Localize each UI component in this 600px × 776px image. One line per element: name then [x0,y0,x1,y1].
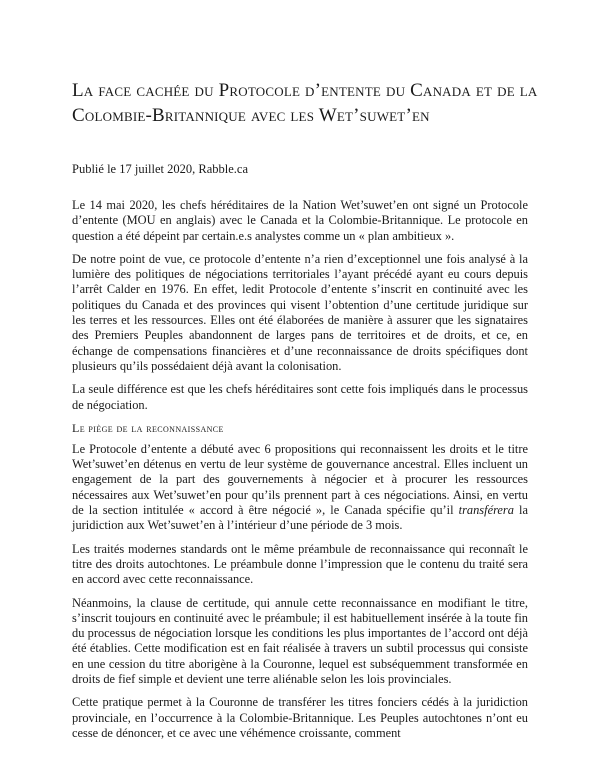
paragraph-text: la juridiction aux Wet’suwet’en à l’intérieur d’une période de 3 mois. [72,503,528,533]
paragraph [72,442,528,534]
paragraph: Néanmoins, la clause de certitude, qui annule cette reconnaissance en modifiant le titre, s’inscrit toujours en continuité avec le préambule; il est habituellement insérée à la toute fin du processus de négociation lorsque les conditions les plus importantes de l’accord ont déjà été établies. Cette modification est en fait réalisée à travers un subtil processus qui consiste en une cession du titre aborigène à la Couronne, lequel est subséquemment transformée en droits de fief simple et devient une terre aliénable selon les lois provinciales. [72,595,528,687]
section-heading: Le piège de la reconnaissance [72,420,224,435]
paragraph: Le 14 mai 2020, les chefs héréditaires de la Nation Wet’suwet’en ont signé un Protocole d’entente (MOU en anglais) avec le Canada et la Colombie-Britannique. Le protocole en question a été dépeint par certain.e.s analystes comme un « plan ambitieux ». [72,198,528,243]
paragraph: Les traités modernes standards ont le même préambule de reconnaissance qui reconnaît le titre des droits autochtones. Le préambule donne l’impression que le contenu du traité sera en accord avec cette reconnaissance. [72,541,528,587]
emphasis-text: transférera [458,503,514,518]
paragraph: De notre point de vue, ce protocole d’entente n’a rien d’exceptionnel une fois analysé à la lumière des politiques de négociations territoriales l’ayant précédé ayant eu cours depuis l’arrêt Calder en 1976. En effet, ledit Protocole d’entente s’inscrit en continuité avec les politiques du Canada et des provinces qui visent l’obtention d’une certitude juridique sur les terres et les ressources. Elles ont été élaborées de manière à assurer que les signataires des Premiers Peuples abandonnent de larges pans de territoires et de droits, et ce, en échange de compensations financières et d’une reconnaissance de droits spécifiques dont plusieurs qu’ils possédaient déjà avant la colonisation. [72,251,528,373]
article-title: La face cachée du Protocole d’entente du Canada et de la Colombie-Britannique avec les Wet’suwet’en [72,80,538,126]
paragraph-text: Le Protocole d’entente a débuté avec 6 propositions qui reconnaissent les droits et le titre Wet’suwet’en détenus en vertu de leur système de gouvernance ancestral. Elles incluent un engagement de la part des gouvernements à négocier et à procurer les ressources nécessaires aux Wet’suwet’en pour qu’ils prennent part à ces négociations. Ainsi, en vertu de la section intitulée « accord à être négocié », le Canada spécifie qu’il [72,441,528,518]
paragraph: La seule différence est que les chefs héréditaires sont cette fois impliqués dans le processus de négociation. [72,382,528,412]
article-body [72,198,528,749]
publication-line: Publié le 17 juillet 2020, Rabble.ca [72,162,249,176]
paragraph: Cette pratique permet à la Couronne de transférer les titres fonciers cédés à la juridiction provinciale, en l’occurrence à la Colombie-Britannique. Les Peuples autochtones n’ont eu cesse de dénoncer, et ce avec une véhémence croissante, comment [72,695,528,740]
